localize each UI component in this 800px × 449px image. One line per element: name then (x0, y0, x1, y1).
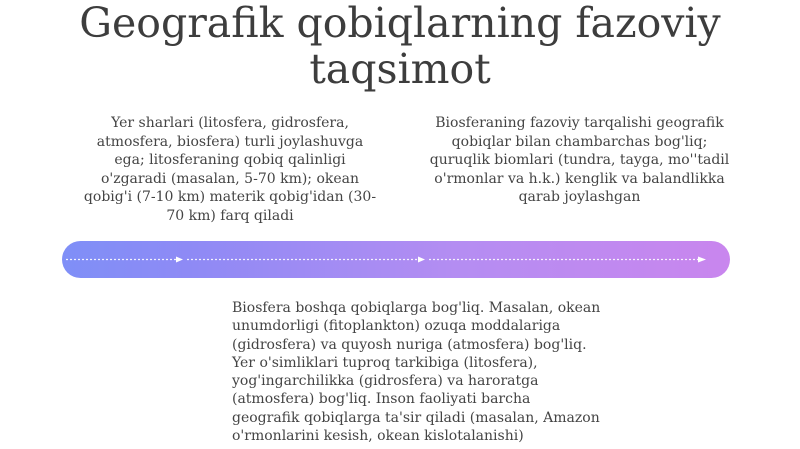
timeline-arrow-head-2 (418, 257, 425, 263)
page-title-line-2: taqsimot (309, 45, 491, 93)
timeline-arrow-head-3 (698, 257, 706, 263)
left-column-text: Yer sharlari (litosfera, gidrosfera, atmosfera, biosfera) turli joylashuvga ega; litosferaning qobiq qalinligi o'zgaradi (masalan, 5-70 km); okean qobig'i (7-10 km) materik qobig'idan (30-70 km) farq qiladi (83, 115, 377, 224)
page-title-line-1: Geografik qobiqlarning fazoviy (79, 0, 721, 47)
timeline-arrows (62, 241, 730, 278)
page-title (0, 0, 800, 92)
timeline-bar (62, 241, 730, 278)
right-column-text: Biosferaning fazoviy tarqalishi geografik qobiqlar bilan chambarchas bog'liq; quruqlik biomlari (tundra, tayga, mo''tadil o'rmonlar va h.k.) kenglik va balandlikka qarab joylashgan (429, 115, 730, 205)
timeline-arrow-head-1 (176, 257, 183, 263)
bottom-text-block: Biosfera boshqa qobiqlarga bog'liq. Masalan, okean unumdorligi (fitoplankton) ozuqa moddalariga (gidrosfera) va quyosh nuriga (atmosfera) bog'liq. Yer o'simliklari tuproq tarkibiga (litosfera), yog'ingarchilikka (gidrosfera) va haroratga (atmosfera) bog'liq. Inson faoliyati barcha geografik qobiqlarga ta'sir qiladi (masalan, Amazon o'rmonlarini kesish, okean kislotalanishi) (232, 300, 601, 445)
